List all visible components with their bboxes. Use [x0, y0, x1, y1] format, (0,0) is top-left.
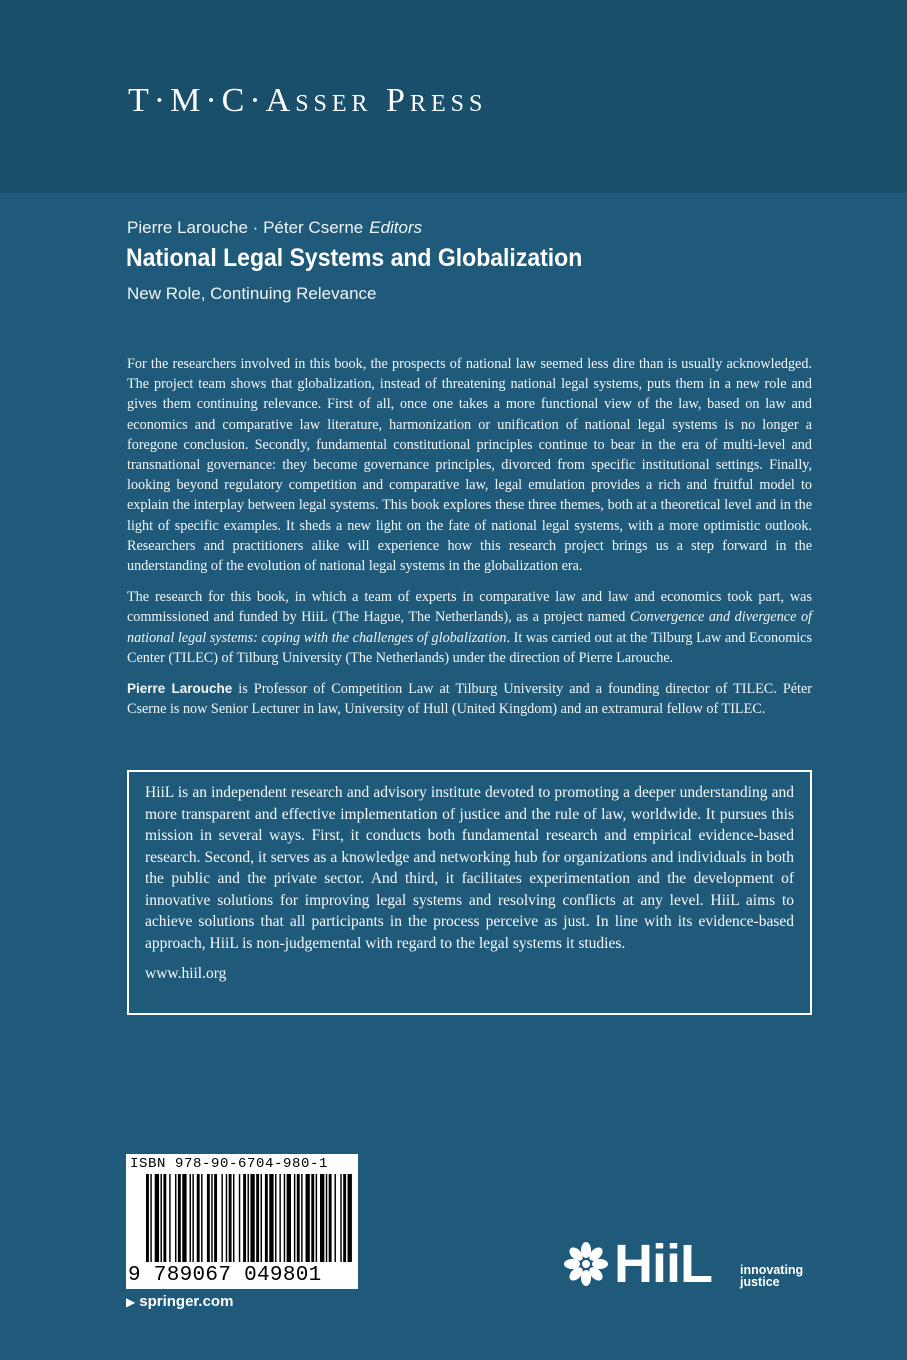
barcode-bar — [340, 1174, 341, 1262]
author-bio — [127, 679, 812, 719]
barcode-bar — [226, 1174, 227, 1262]
isbn-text: ISBN 978-90-6704-980-1 — [130, 1156, 329, 1172]
hiil-logo — [562, 1234, 822, 1294]
barcode-bar — [201, 1174, 202, 1262]
barcode-bar — [256, 1174, 259, 1262]
barcode-bar — [279, 1174, 280, 1262]
barcode-bar — [326, 1174, 327, 1262]
barcode-bar — [192, 1174, 193, 1262]
barcode-bar — [150, 1174, 151, 1262]
publisher-name: T·M·C·Asser Press — [128, 82, 488, 119]
barcode-bar — [284, 1174, 285, 1262]
editors-role: Editors — [369, 218, 423, 237]
barcode-bar — [214, 1174, 217, 1262]
arrow-icon: ▶ — [126, 1295, 136, 1309]
barcode-bar — [146, 1174, 149, 1262]
barcode-bar — [343, 1174, 346, 1262]
barcode-bar — [155, 1174, 159, 1262]
barcode-bar — [182, 1174, 186, 1262]
barcode-bar — [239, 1174, 240, 1262]
barcode-bar — [197, 1174, 200, 1262]
barcode-bar — [233, 1174, 234, 1262]
barcode-bar — [221, 1174, 222, 1262]
paragraph-2-start: The research for this book, in which a team of experts in comparative law and law and economics took part, was commissioned and funded by HiiL (The Hague, The Netherlands), as a project named — [127, 589, 812, 626]
barcode-bar — [178, 1174, 181, 1262]
barcode-bar — [161, 1174, 162, 1262]
barcode-bar — [348, 1174, 352, 1262]
barcode-bar — [163, 1174, 166, 1262]
barcode-bar — [169, 1174, 170, 1262]
barcode-bar — [229, 1174, 232, 1262]
hiil-flower-icon — [562, 1240, 610, 1288]
paragraph-2-end: . It was carried out at the Tilburg Law and Economics Center (TILEC) of Tilburg University (The Netherlands) under the direction of Pierre Larouche. — [127, 629, 812, 666]
blurb-paragraph-1: For the researchers involved in this book, the prospects of national law seemed less dire than is usually acknowledged. The project team shows that globalization, instead of threatening national legal systems, puts them in a new role and gives them continuing relevance. First of all, once one takes a more functional view of the law, based on law and economics and comparative law literature, harmonization or unification of national legal systems is no longer a foregone conclusion. Secondly, fundamental constitutional principles continue to bear in the era of multi-level and transnational governance: they become governance principles, divorced from specific institutional settings. Finally, looking beyond regulatory competition and comparative law, legal emulation provides a rich and fruitful model to explain the interplay between legal systems. This book explores these three themes, both at a theoretical level and in the light of specific examples. It sheds a new light on the fate of national legal systems, with a more optimistic outlook. Researchers and practitioners alike will experience how this research project brings us a step forward in the understanding of the evolution of national legal systems in the globalization era. — [127, 356, 812, 575]
hiil-tagline — [740, 1264, 803, 1288]
barcode-bar — [243, 1174, 246, 1262]
blurb-paragraph-2 — [127, 587, 812, 668]
barcode-bar — [306, 1174, 310, 1262]
barcode-bar — [335, 1174, 336, 1262]
barcode-bar — [311, 1174, 314, 1262]
barcode-bar — [250, 1174, 254, 1262]
barcode-bar — [329, 1174, 332, 1262]
hiil-description: HiiL is an independent research and advisory institute devoted to promoting a deeper understanding and more transparent and effective implementation of justice and the rule of law, worldwide. It pursues this mission in several ways. First, it conducts both fundamental research and empirical evidence-based research. Second, it serves as a knowledge and networking hub for organizations and individuals in both the public and the private sector. And third, it facilitates experimentation and the development of innovative solutions for improving legal systems and resolving conflicts at any level. HiiL aims to achieve solutions that all participants in the process perceive as just. In line with its evidence-based approach, HiiL is non-judgemental with regard to the legal systems it studies. — [145, 784, 794, 952]
barcode-bar — [190, 1174, 191, 1262]
barcode-bar — [211, 1174, 212, 1262]
publisher-band — [0, 0, 907, 193]
blurb — [127, 354, 812, 730]
hiil-url: www.hiil.org — [145, 965, 227, 982]
springer-text: springer.com — [139, 1293, 234, 1310]
tagline-line-1: innovating — [740, 1263, 804, 1277]
book-subtitle: New Role, Continuing Relevance — [127, 284, 377, 303]
barcode-bar — [316, 1174, 317, 1262]
barcode-bar — [287, 1174, 291, 1262]
barcode-bar — [207, 1174, 210, 1262]
barcode-bar — [265, 1174, 268, 1262]
bio-name: Pierre Larouche — [127, 681, 233, 697]
tagline-line-2: justice — [740, 1275, 780, 1289]
barcode-bar — [248, 1174, 249, 1262]
editor-names: Pierre Larouche · Péter Cserne — [127, 218, 364, 237]
barcode-bar — [175, 1174, 176, 1262]
barcode-bar — [294, 1174, 295, 1262]
editors-line — [127, 218, 422, 238]
isbn-barcode — [126, 1154, 358, 1289]
springer-link[interactable] — [126, 1293, 233, 1310]
hiil-info-box — [127, 770, 812, 1015]
barcode-bar — [297, 1174, 300, 1262]
book-title: National Legal Systems and Globalization — [126, 244, 583, 272]
barcode-digits: 9 789067 049801 — [128, 1264, 322, 1287]
barcode-bar — [320, 1174, 324, 1262]
bio-text: is Professor of Competition Law at Tilburg University and a founding director of TILEC. Péter Cserne is now Senior Lecturer in law, University of Hull (United Kingdom) and an extramural fellow of TILEC. — [127, 681, 812, 718]
barcode-bar — [269, 1174, 273, 1262]
hiil-wordmark: HiiL — [614, 1234, 712, 1294]
project-name: Convergence and divergence of national legal systems: coping with the challenges of globalization — [127, 609, 812, 646]
barcode-bars — [126, 1174, 358, 1266]
barcode-bar — [301, 1174, 302, 1262]
barcode-bar — [275, 1174, 276, 1262]
barcode-bar — [261, 1174, 262, 1262]
